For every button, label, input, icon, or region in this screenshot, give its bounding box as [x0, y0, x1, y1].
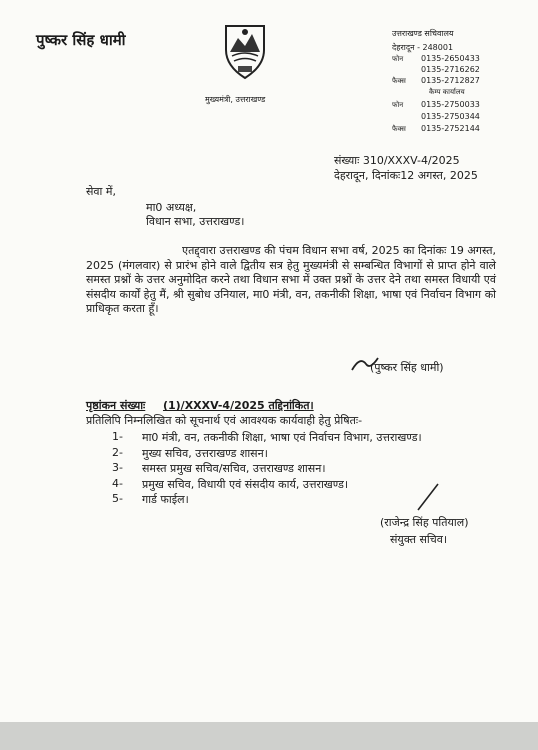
contact-number: 0135-2712827 — [421, 76, 480, 85]
addressee-line: मा0 अध्यक्ष, — [146, 201, 197, 214]
contact-label: फोन — [392, 55, 404, 63]
uttarakhand-emblem-icon — [216, 20, 274, 82]
signatory-title: संयुक्त सचिव। — [390, 533, 448, 546]
list-item: गार्ड फाईल। — [142, 493, 189, 506]
letter-body: एतद्द्वारा उत्तराखण्ड की पंचम विधान सभा वर्ष, 2025 का दिनांकः 19 अगस्त, 2025 (मंगलवार) से प्रारंभ होने वाले द्वितीय सत्र हेतु मुख्यमंत्री से सम्बन्धित विभागों से प्राप्त होने वाले समस्त प्रश्नों के उत्तर अनुमोदित करने तथा विधान सभा में उक्त प्रश्नों के उत्तर देने तथा समस्त विधायी एवं संसदीय कार्यों हेतु मैं, श्री सुबोध उनियाल, मा0 मंत्री, वन, तकनीकी शिक्षा, भाषा एवं निर्वाचन विभाग को प्राधिकृत करता हूँ। — [86, 244, 496, 315]
list-item-number: 2- — [112, 446, 123, 459]
city-pin: देहरादून - 248001 — [392, 43, 454, 52]
list-item-number: 1- — [112, 430, 123, 443]
signature-icon — [412, 482, 442, 512]
camp-office-label: कैम्प कार्यालय — [429, 88, 465, 96]
emblem-caption: मुख्यमंत्री, उत्तराखण्ड — [205, 95, 266, 104]
contact-number: 0135-2750033 — [421, 100, 480, 109]
office-name: उत्तराखण्ड सचिवालय — [392, 29, 454, 38]
endorsement-line — [86, 398, 314, 413]
list-item-number: 3- — [112, 461, 123, 474]
contact-number: 0135-2650433 — [421, 54, 480, 63]
contact-label: फैक्स — [392, 77, 406, 85]
contact-number: 0135-2752144 — [421, 124, 480, 133]
contact-label: फोन — [392, 101, 404, 109]
page-background — [0, 722, 538, 750]
dateline: देहरादून, दिनांकः12 अगस्त, 2025 — [334, 169, 478, 182]
signatory-name: (राजेन्द्र सिंह पतियाल) — [380, 516, 469, 529]
contact-number: 0135-2750344 — [421, 112, 480, 121]
copy-to-intro: प्रतिलिपि निम्नलिखित को सूचनार्थ एवं आवश्यक कार्यवाही हेतु प्रेषितः- — [86, 414, 363, 427]
list-item: मुख्य सचिव, उत्तराखण्ड शासन। — [142, 447, 268, 460]
list-item: समस्त प्रमुख सचिव/सचिव, उत्तराखण्ड शासन। — [142, 462, 326, 475]
list-item: प्रमुख सचिव, विधायी एवं संसदीय कार्य, उत्तराखण्ड। — [142, 478, 349, 491]
list-item: मा0 मंत्री, वन, तकनीकी शिक्षा, भाषा एवं निर्वाचन विभाग, उत्तराखण्ड। — [142, 431, 422, 444]
reference-number: संख्याः 310/XXXV-4/2025 — [334, 154, 460, 167]
contact-label: फैक्स — [392, 125, 406, 133]
endorsement-number: (1)/XXXV-4/2025 तद्दिनांकित। — [162, 399, 314, 412]
list-item-number: 5- — [112, 492, 123, 505]
contact-number: 0135-2716262 — [421, 65, 480, 74]
signatory-name: (पुष्कर सिंह धामी) — [370, 361, 444, 374]
list-item-number: 4- — [112, 477, 123, 490]
salutation: सेवा में, — [86, 185, 116, 198]
endorsement-label: पृष्ठांकन संख्याः — [86, 399, 146, 412]
letterhead-name: पुष्कर सिंह धामी — [36, 31, 126, 49]
addressee-line: विधान सभा, उत्तराखण्ड। — [146, 215, 245, 228]
